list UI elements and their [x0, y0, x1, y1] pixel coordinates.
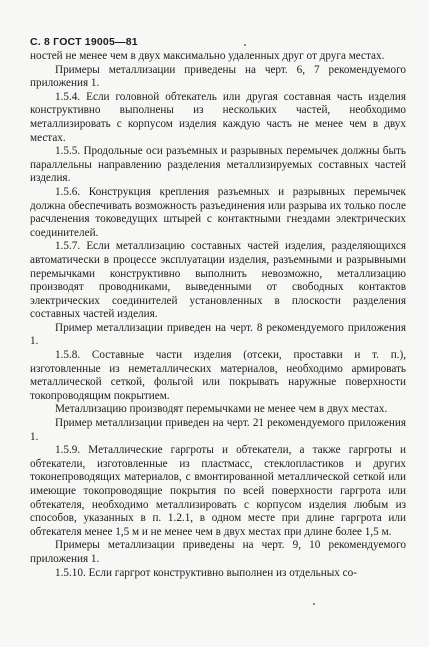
paragraph-continuation: ностей не менее чем в двух максимально удаленных друг от друга местах. [30, 50, 385, 62]
paragraph-example-9-10: Примеры металлизации приведены на черт. 9, 10 рекомендуемого приложения 1. [30, 539, 406, 565]
paragraph-1-5-10: 1.5.10. Если гаргрот конструктивно выполнен из отдельных со- [55, 566, 357, 579]
paragraph-1-5-4: 1.5.4. Если головной обтекатель или другая составная часть изделия конструктивно выполнены из нескольких частей, необходимо металлизировать с корпусом изделия каждую часть не менее чем в двух местах. [30, 90, 406, 144]
paragraph-1-5-9: 1.5.9. Металлические гаргроты и обтекатели, а также гаргроты и обтекатели, изготовленные из пластмасс, стеклопластиков и других токонепроводящих материалов, с вмонтированной металлической сеткой или имеющие токопроводящие покрытия по всей поверхности гаргрота или обтекателя, необходимо металлизировать с корпусом изделия любым из способов, указанных в п. 1.2.1, в одном месте при длине гаргрота или обтекателя менее 1,5 м и не менее чем в двух местах при длине более 1,5 м. [30, 444, 406, 538]
paragraph-1-5-7: 1.5.7. Если металлизацию составных частей изделия, разделяющихся автоматически в процессе эксплуатации изделия, разъемными и разрывными перемычками конструктивно выполнить невозможно, металлизацию производят проводниками, выведенными от свободных контактов электрических соединителей установленных в плоскости разделения составных частей изделия. [30, 240, 406, 321]
scan-speck [313, 603, 315, 605]
paragraph-1-5-6: 1.5.6. Конструкция крепления разъемных и разрывных перемычек должна обеспечивать возможность разъединения или разрыва их только после расчленения токоведущих штырей с контактными гнездами электрических соединителей. [30, 185, 406, 239]
document-body [30, 50, 406, 580]
paragraph-example-8: Пример металлизации приведен на черт. 8 рекомендуемого приложения 1. [30, 321, 406, 348]
paragraph-bridge-note: Металлизацию производят перемычками не менее чем в двух местах. [55, 403, 388, 416]
paragraph-1-5-8: 1.5.8. Составные части изделия (отсеки, проставки и т. п.), изготовленные из неметаллических материалов, необходимо армировать металлической сеткой, фольгой или покрывать наружные поверхности токопроводящим покрытием. [30, 349, 406, 402]
paragraph-example-21: Пример металлизации приведен на черт. 21 рекомендуемого приложения 1. [30, 417, 406, 443]
scan-speck [244, 44, 246, 46]
paragraph-1-5-5: 1.5.5. Продольные оси разъемных и разрывных перемычек должны быть параллельны направлению разделения металлизируемых составных частей изделия. [30, 145, 406, 185]
paragraph-example-6-7: Примеры металлизации приведены на черт. 6, 7 рекомендуемого приложения 1. [30, 63, 406, 90]
page-header: С. 8 ГОСТ 19005—81 [30, 36, 138, 48]
